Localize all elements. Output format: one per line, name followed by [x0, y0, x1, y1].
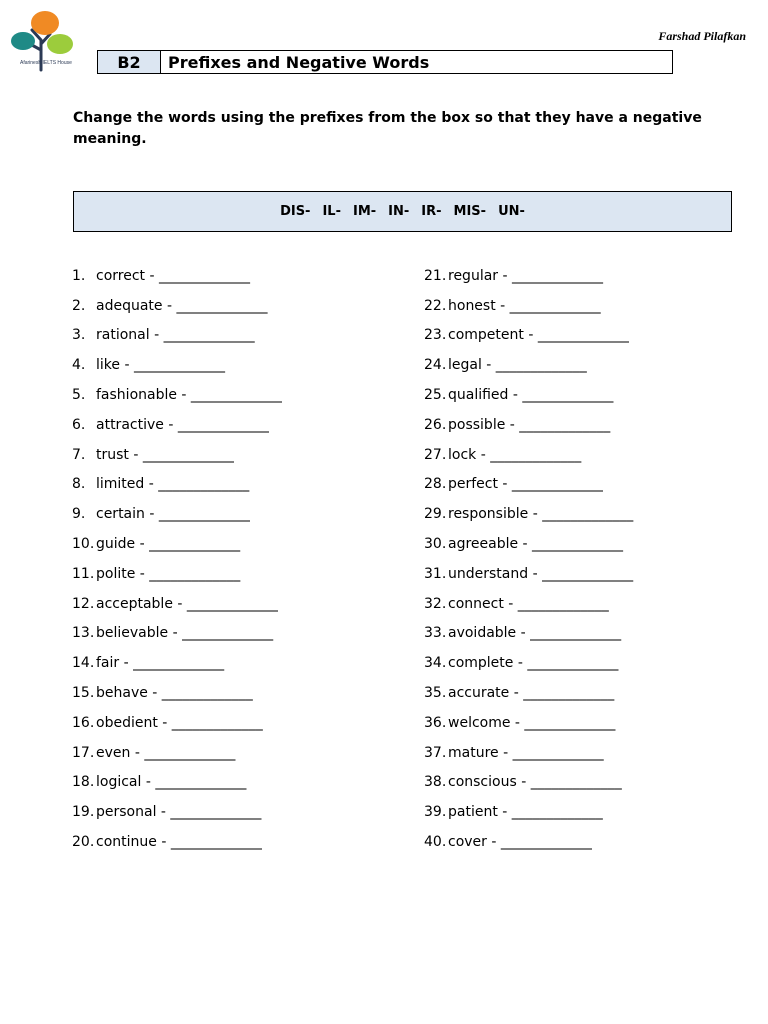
list-item — [72, 321, 282, 351]
list-item — [424, 321, 633, 351]
list-item — [72, 678, 282, 708]
item-number: 27. — [424, 446, 447, 463]
item-text: polite - _____________ — [96, 565, 241, 582]
item-number: 22. — [424, 297, 447, 314]
item-number: 14. — [72, 655, 95, 672]
exercise-list-right — [424, 261, 633, 857]
list-item — [424, 499, 633, 529]
list-item — [72, 470, 282, 500]
item-number: 15. — [72, 685, 95, 702]
list-item — [424, 350, 633, 380]
item-number: 36. — [424, 714, 447, 731]
author-name: Farshad Pilafkan — [658, 29, 746, 43]
list-item — [424, 410, 633, 440]
exercise-list-left — [72, 261, 282, 857]
list-item — [424, 797, 633, 827]
item-number: 18. — [72, 774, 95, 791]
item-text: trust - _____________ — [96, 446, 234, 463]
item-text: conscious - _____________ — [448, 774, 622, 791]
item-text: complete - _____________ — [448, 655, 619, 672]
list-item — [424, 440, 633, 470]
item-text: continue - _____________ — [96, 834, 262, 851]
item-text: lock - _____________ — [448, 446, 582, 463]
list-item — [72, 589, 282, 619]
item-text: possible - _____________ — [448, 416, 611, 433]
item-number: 16. — [72, 714, 95, 731]
logo-text: Afarinesh IELTS House — [20, 60, 72, 66]
item-number: 6. — [72, 416, 86, 433]
item-number: 32. — [424, 595, 447, 612]
item-number: 31. — [424, 565, 447, 582]
list-item — [72, 291, 282, 321]
item-number: 3. — [72, 327, 86, 344]
item-text: agreeable - _____________ — [448, 536, 624, 553]
title-box — [97, 50, 673, 74]
item-number: 30. — [424, 536, 447, 553]
item-text: acceptable - _____________ — [96, 595, 278, 612]
item-number: 13. — [72, 625, 95, 642]
item-text: fashionable - _____________ — [96, 387, 282, 404]
item-text: adequate - _____________ — [96, 297, 268, 314]
item-text: attractive - _____________ — [96, 416, 269, 433]
item-number: 33. — [424, 625, 447, 642]
item-number: 9. — [72, 506, 86, 523]
item-text: logical - _____________ — [96, 774, 247, 791]
item-number: 25. — [424, 387, 447, 404]
item-number: 39. — [424, 804, 447, 821]
item-number: 40. — [424, 834, 447, 851]
list-item — [424, 529, 633, 559]
list-item — [424, 827, 633, 857]
item-text: perfect - _____________ — [448, 476, 603, 493]
list-item — [72, 708, 282, 738]
item-text: believable - _____________ — [96, 625, 274, 642]
prefix-dis: DIS- — [280, 204, 311, 219]
list-item — [72, 410, 282, 440]
item-number: 26. — [424, 416, 447, 433]
item-text: personal - _____________ — [96, 804, 262, 821]
item-text: legal - _____________ — [448, 357, 587, 374]
item-text: honest - _____________ — [448, 297, 601, 314]
list-item — [72, 648, 282, 678]
item-number: 38. — [424, 774, 447, 791]
list-item — [424, 678, 633, 708]
item-number: 1. — [72, 267, 86, 284]
list-item — [424, 380, 633, 410]
list-item — [72, 738, 282, 768]
list-item — [424, 619, 633, 649]
page-title: Prefixes and Negative Words — [168, 52, 430, 72]
item-text: mature - _____________ — [448, 744, 604, 761]
prefix-ir: IR- — [421, 204, 442, 219]
item-text: patient - _____________ — [448, 804, 603, 821]
item-text: behave - _____________ — [96, 685, 253, 702]
prefix-im: IM- — [352, 204, 377, 219]
list-item — [424, 768, 633, 798]
item-number: 10. — [72, 536, 95, 553]
list-item — [424, 470, 633, 500]
list-item — [424, 708, 633, 738]
prefix-il: IL- — [322, 204, 341, 219]
item-text: rational - _____________ — [96, 327, 255, 344]
item-number: 2. — [72, 297, 86, 314]
list-item — [424, 589, 633, 619]
item-text: fair - _____________ — [96, 655, 225, 672]
item-text: like - _____________ — [96, 357, 225, 374]
item-text: regular - _____________ — [448, 267, 603, 284]
list-item — [72, 440, 282, 470]
level-badge: B2 — [98, 51, 161, 73]
prefix-un: UN- — [498, 204, 525, 219]
item-number: 21. — [424, 267, 447, 284]
item-text: avoidable - _____________ — [448, 625, 622, 642]
list-item — [424, 261, 633, 291]
list-item — [72, 380, 282, 410]
list-item — [424, 738, 633, 768]
item-text: accurate - _____________ — [448, 685, 615, 702]
list-item — [72, 619, 282, 649]
item-text: limited - _____________ — [96, 476, 250, 493]
list-item — [424, 559, 633, 589]
item-text: responsible - _____________ — [448, 506, 634, 523]
prefix-mis: MIS- — [453, 204, 487, 219]
item-number: 11. — [72, 565, 95, 582]
item-number: 5. — [72, 387, 86, 404]
item-text: understand - _____________ — [448, 565, 634, 582]
instruction-text: Change the words using the prefixes from the box so that they have a negative meaning. — [73, 110, 702, 147]
list-item — [424, 648, 633, 678]
item-number: 35. — [424, 685, 447, 702]
item-text: competent - _____________ — [448, 327, 629, 344]
item-number: 28. — [424, 476, 447, 493]
item-text: qualified - _____________ — [448, 387, 614, 404]
item-number: 7. — [72, 446, 86, 463]
list-item — [72, 768, 282, 798]
prefix-in: IN- — [388, 204, 410, 219]
item-number: 34. — [424, 655, 447, 672]
prefix-box — [73, 191, 732, 232]
item-number: 20. — [72, 834, 95, 851]
list-item — [72, 797, 282, 827]
item-text: even - _____________ — [96, 744, 236, 761]
item-text: welcome - _____________ — [448, 714, 616, 731]
item-number: 19. — [72, 804, 95, 821]
list-item — [424, 291, 633, 321]
list-item — [72, 529, 282, 559]
item-text: correct - _____________ — [96, 267, 250, 284]
list-item — [72, 261, 282, 291]
item-text: cover - _____________ — [448, 834, 592, 851]
item-number: 17. — [72, 744, 95, 761]
item-number: 24. — [424, 357, 447, 374]
list-item — [72, 827, 282, 857]
item-text: certain - _____________ — [96, 506, 250, 523]
item-number: 12. — [72, 595, 95, 612]
list-item — [72, 499, 282, 529]
item-number: 23. — [424, 327, 447, 344]
item-number: 8. — [72, 476, 86, 493]
item-number: 37. — [424, 744, 447, 761]
item-text: guide - _____________ — [96, 536, 241, 553]
item-number: 4. — [72, 357, 86, 374]
item-text: obedient - _____________ — [96, 714, 263, 731]
item-number: 29. — [424, 506, 447, 523]
list-item — [72, 559, 282, 589]
list-item — [72, 350, 282, 380]
item-text: connect - _____________ — [448, 595, 609, 612]
